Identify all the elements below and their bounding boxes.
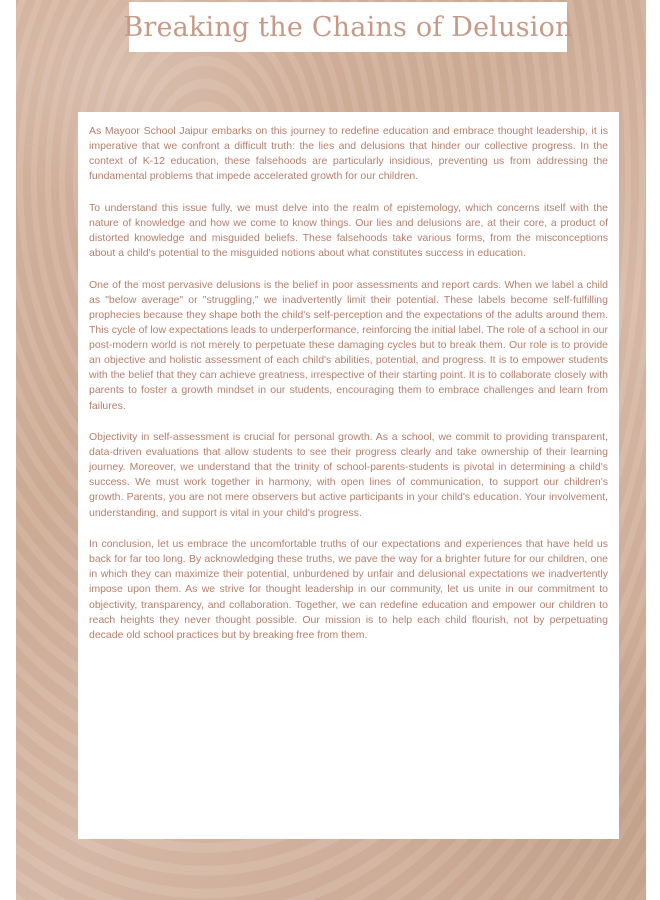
- page-title: Breaking the Chains of Delusion: [123, 11, 573, 43]
- article-paragraph-5: In conclusion, let us embrace the uncomfortable truths of our expectations and experiences that have held us back for far too long. By acknowledging these truths, we pave the way for a brighter future for our children, one in which they can maximize their potential, unburdened by unfair and delusional expectations we inadvertently impose upon them. As we strive for thought leadership in our community, let us unite in our commitment to objectivity, transparency, and collaboration. Together, we can redefine education and empower our children to reach heights they never thought possible. Our mission is to help each child flourish, not by perpetuating decade old school practices but by breaking free from them.: [89, 538, 608, 641]
- poster-background: [16, 0, 646, 900]
- article-paragraph-3: One of the most pervasive delusions is the belief in poor assessments and report cards. When we label a child as "below average" or "struggling," we inadvertently limit their potential. These labels become self-fulfilling prophecies because they shape both the child's self-perception and the expectations of the adults around them. This cycle of low expectations leads to underperformance, reinforcing the initial label. The role of a school in our post-modern world is not merely to perpetuate these damaging cycles but to break them. Our role is to provide an objective and holistic assessment of each child's abilities, potential, and progress. It is to empower students with the belief that they can achieve greatness, irrespective of their starting point. It is to collaborate closely with parents to foster a growth mindset in our students, encouraging them to embrace challenges and learn from failures.: [89, 278, 608, 412]
- article-paragraph-2: To understand this issue fully, we must delve into the realm of epistemology, which concerns itself with the nature of knowledge and how we come to know things. Our lies and delusions are, at their core, a product of distorted knowledge and misguided beliefs. These falsehoods take various forms, from the misconceptions about a child's potential to the misguided notions about what constitutes success in education.: [89, 201, 608, 260]
- article-panel: [78, 112, 619, 839]
- title-banner: [123, 2, 573, 52]
- article-paragraph-4: Objectivity in self-assessment is crucial for personal growth. As a school, we commit to providing transparent, data-driven evaluations that allow students to see their progress clearly and take ownership of their learning journey. Moreover, we understand that the trinity of school-parents-students is pivotal in determining a child's success. We must work together in harmony, with open lines of communication, to support our children's growth. Parents, you are not mere observers but active participants in your child's education. Your involvement, understanding, and support is vital in your child's progress.: [89, 431, 608, 519]
- article-paragraph-1: As Mayoor School Jaipur embarks on this journey to redefine education and embrace thought leadership, it is imperative that we confront a difficult truth: the lies and delusions that hinder our collective progress. In the context of K-12 education, these falsehoods are particularly insidious, preventing us from addressing the fundamental problems that impede accelerated growth for our children.: [89, 125, 608, 183]
